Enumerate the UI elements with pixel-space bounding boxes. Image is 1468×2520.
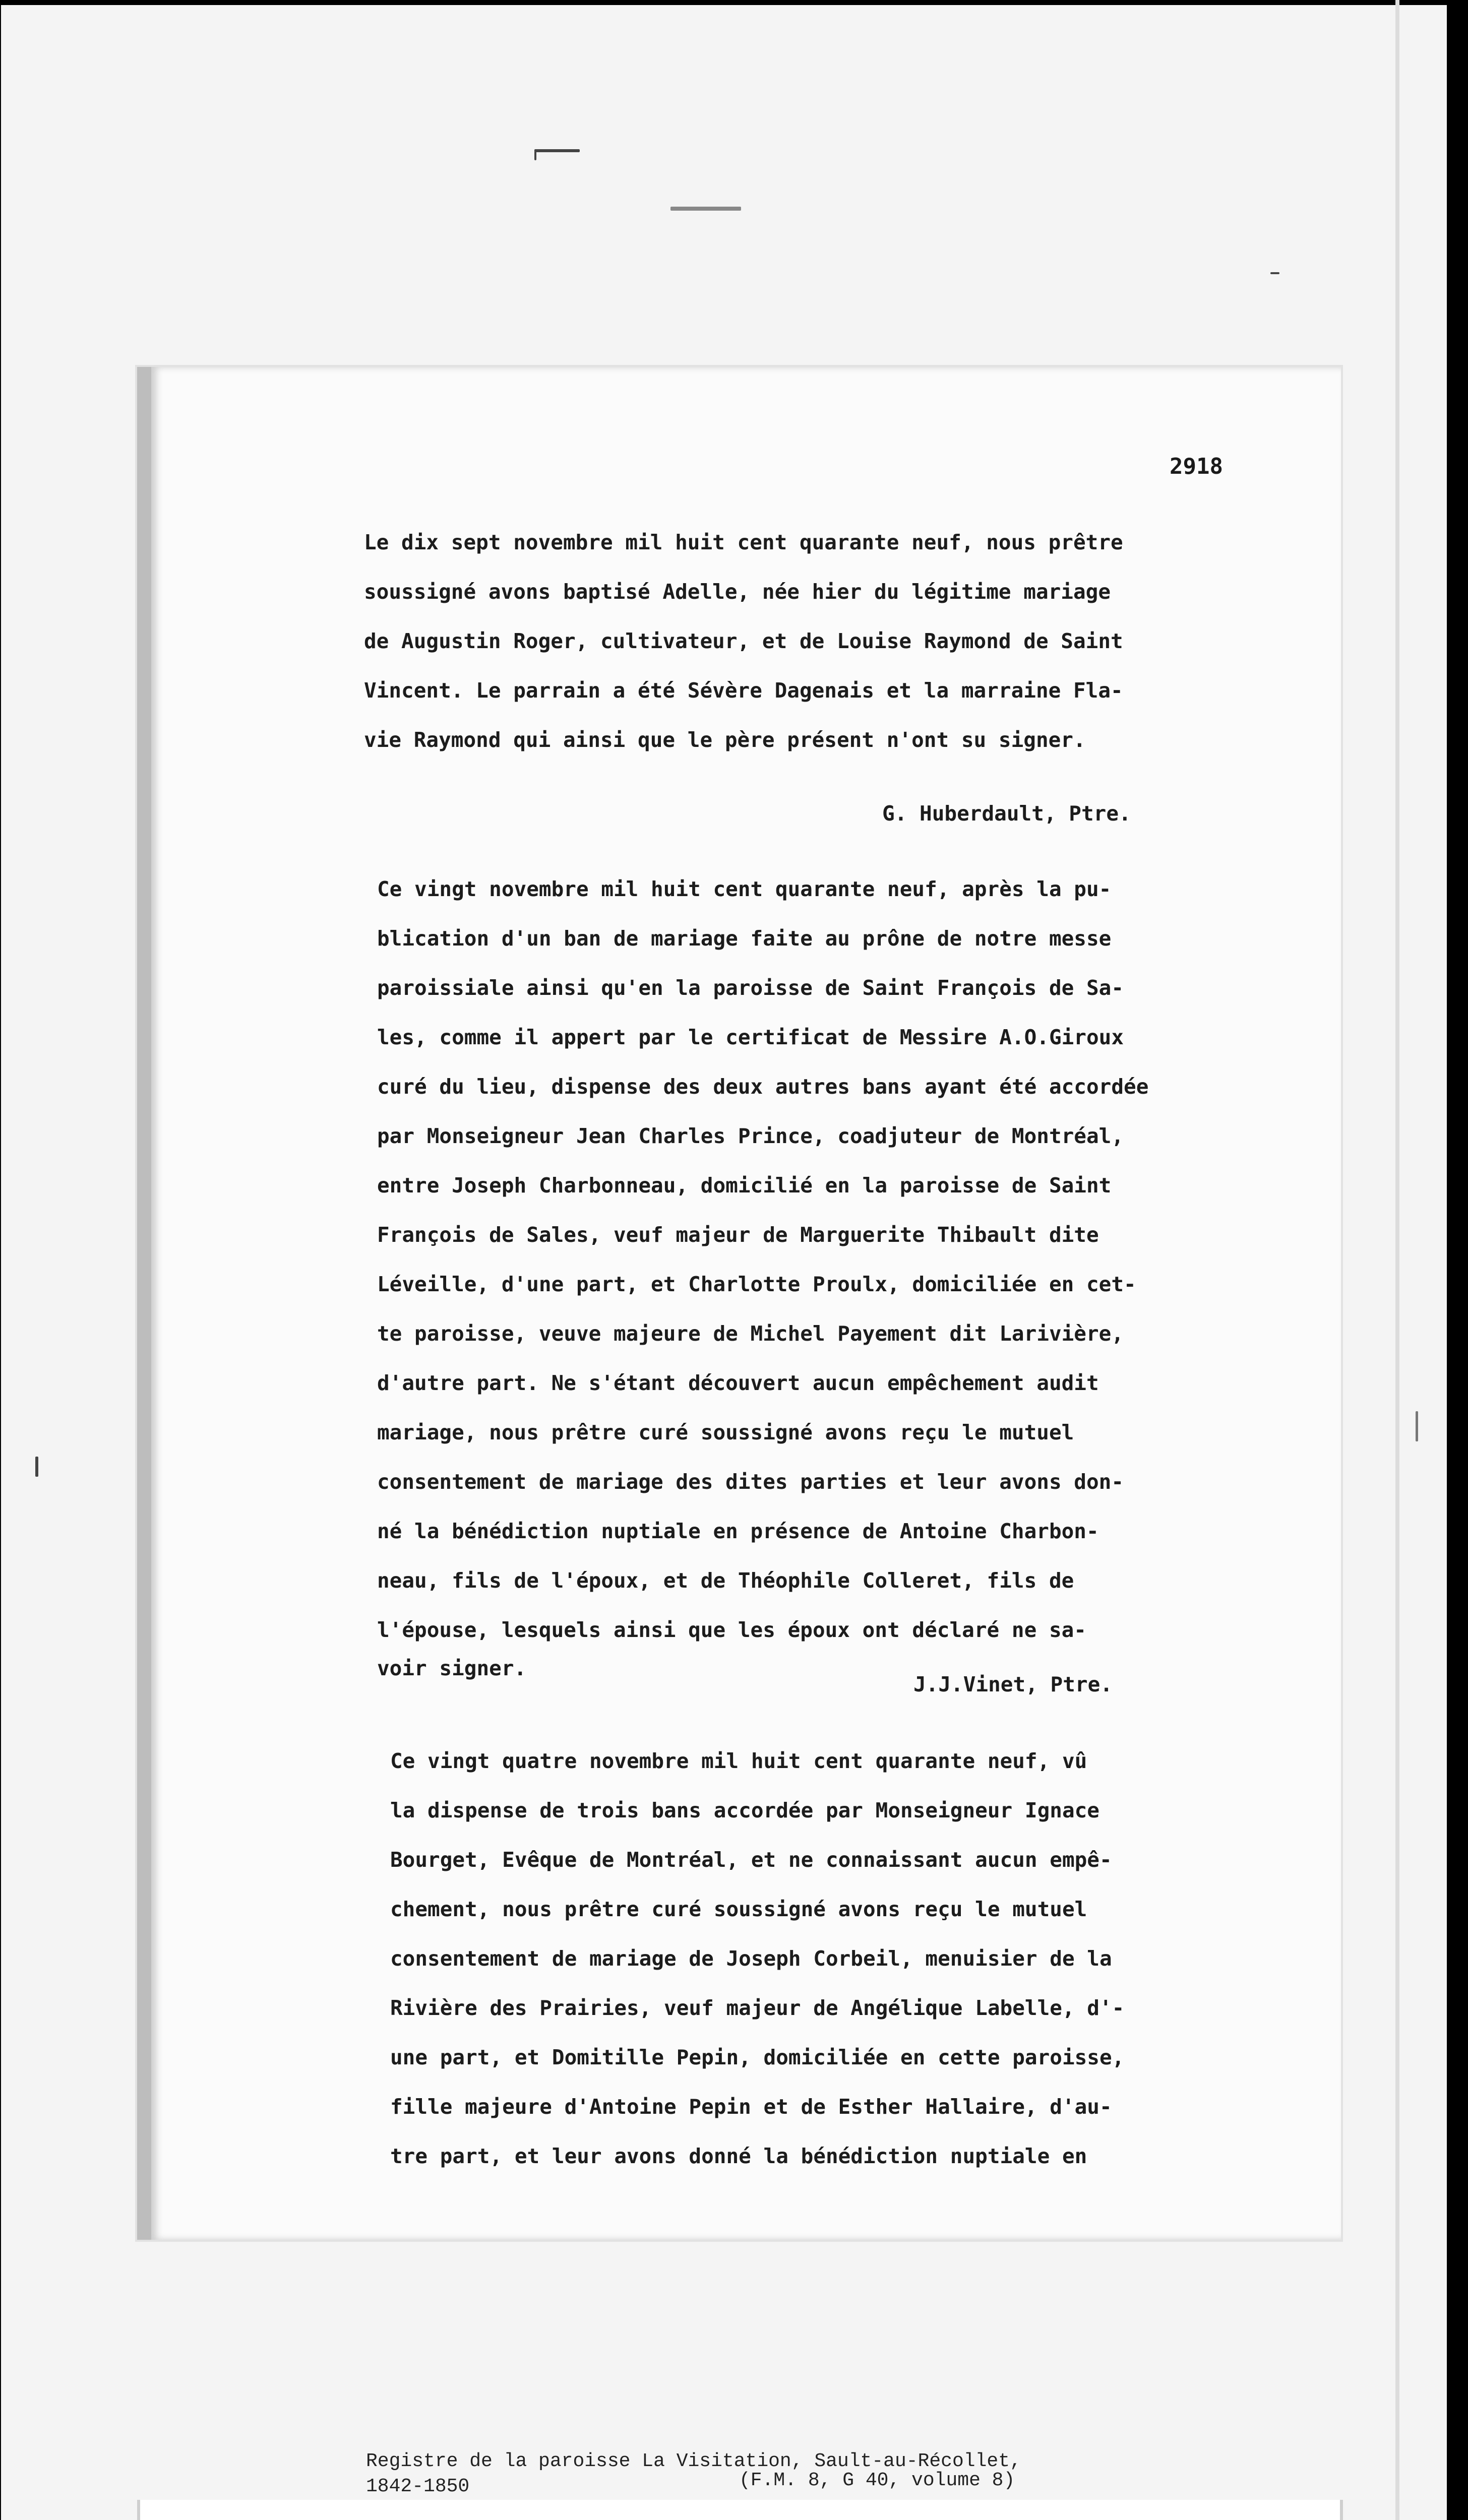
archives-stamp — [137, 2500, 1343, 2520]
entry-3-line-7: une part, et Domitille Pepin, domiciliée en cette paroisse, — [390, 2045, 1125, 2069]
dust-mark — [534, 149, 580, 152]
caption-reference: (F.M. 8, G 40, volume 8) — [739, 2470, 1015, 2491]
entry-1-line-2: soussigné avons baptisé Adelle, née hier du légitime mariage — [364, 580, 1111, 604]
entry-2-signature: J.J.Vinet, Ptre. — [913, 1672, 1113, 1696]
entry-2-line-10: te paroisse, veuve majeure de Michel Payement dit Larivière, — [377, 1321, 1124, 1346]
entry-3-line-6: Rivière des Prairies, veuf majeur de Angélique Labelle, d'- — [390, 1996, 1125, 2020]
entry-2-line-3: paroissiale ainsi qu'en la paroisse de Saint François de Sa- — [377, 976, 1124, 1000]
entry-1-line-1: Le dix sept novembre mil huit cent quarante neuf, nous prêtre — [364, 530, 1123, 554]
entry-2-line-5: curé du lieu, dispense des deux autres bans ayant été accordée — [377, 1075, 1149, 1099]
entry-2-line-16: l'épouse, lesquels ainsi que les époux ont déclaré ne sa- — [377, 1618, 1086, 1642]
entry-2-line-12: mariage, nous prêtre curé soussigné avons reçu le mutuel — [377, 1420, 1074, 1444]
entry-2-line-8: François de Sales, veuf majeur de Marguerite Thibault dite — [377, 1223, 1099, 1247]
entry-2-line-17: voir signer. — [377, 1656, 527, 1680]
entry-3-line-4: chement, nous prêtre curé soussigné avons reçu le mutuel — [390, 1897, 1087, 1921]
entry-3-line-8: fille majeure d'Antoine Pepin et de Esther Hallaire, d'au- — [390, 2095, 1112, 2119]
entry-1-signature: G. Huberdault, Ptre. — [882, 801, 1131, 826]
entry-2-line-6: par Monseigneur Jean Charles Prince, coadjuteur de Montréal, — [377, 1124, 1124, 1148]
entry-3-line-2: la dispense de trois bans accordée par Monseigneur Ignace — [390, 1798, 1099, 1822]
caption-line-1: Registre de la paroisse La Visitation, Sault-au-Récollet, — [366, 2450, 1021, 2472]
entry-1-line-3: de Augustin Roger, cultivateur, et de Louise Raymond de Saint — [364, 629, 1123, 653]
entry-1-line-4: Vincent. Le parrain a été Sévère Dagenais et la marraine Fla- — [364, 678, 1123, 703]
caption-date-range: 1842-1850 — [366, 2476, 470, 2497]
dust-mark — [1416, 1411, 1418, 1441]
entry-2-line-4: les, comme il appert par le certificat de Messire A.O.Giroux — [377, 1025, 1124, 1049]
dust-mark — [1270, 272, 1279, 274]
entry-2-line-13: consentement de mariage des dites parties et leur avons don- — [377, 1470, 1124, 1494]
dust-mark — [670, 207, 741, 211]
entry-3-line-3: Bourget, Evêque de Montréal, et ne connaissant aucun empê- — [390, 1848, 1112, 1872]
entry-2-line-14: né la bénédiction nuptiale en présence de Antoine Charbon- — [377, 1519, 1099, 1543]
entry-1-line-5: vie Raymond qui ainsi que le père présent n'ont su signer. — [364, 728, 1086, 752]
entry-3-line-5: consentement de mariage de Joseph Corbeil, menuisier de la — [390, 1946, 1112, 1971]
film-crease — [1395, 0, 1399, 2520]
entry-2-line-15: neau, fils de l'époux, et de Théophile Colleret, fils de — [377, 1568, 1074, 1593]
entry-2-line-1: Ce vingt novembre mil huit cent quarante neuf, après la pu- — [377, 877, 1112, 901]
entry-2-line-9: Léveille, d'une part, et Charlotte Proulx, domiciliée en cet- — [377, 1272, 1136, 1296]
entry-2-line-7: entre Joseph Charbonneau, domicilié en la paroisse de Saint — [377, 1173, 1112, 1198]
entry-3-line-9: tre part, et leur avons donné la bénédiction nuptiale en — [390, 2144, 1087, 2168]
entry-2-line-2: blication d'un ban de mariage faite au prône de notre messe — [377, 926, 1112, 951]
dust-mark — [35, 1457, 38, 1477]
page-number: 2918 — [1170, 454, 1223, 479]
entry-3-line-1: Ce vingt quatre novembre mil huit cent quarante neuf, vû — [390, 1749, 1087, 1773]
entry-2-line-11: d'autre part. Ne s'étant découvert aucun empêchement audit — [377, 1371, 1099, 1395]
dust-mark — [534, 151, 536, 160]
